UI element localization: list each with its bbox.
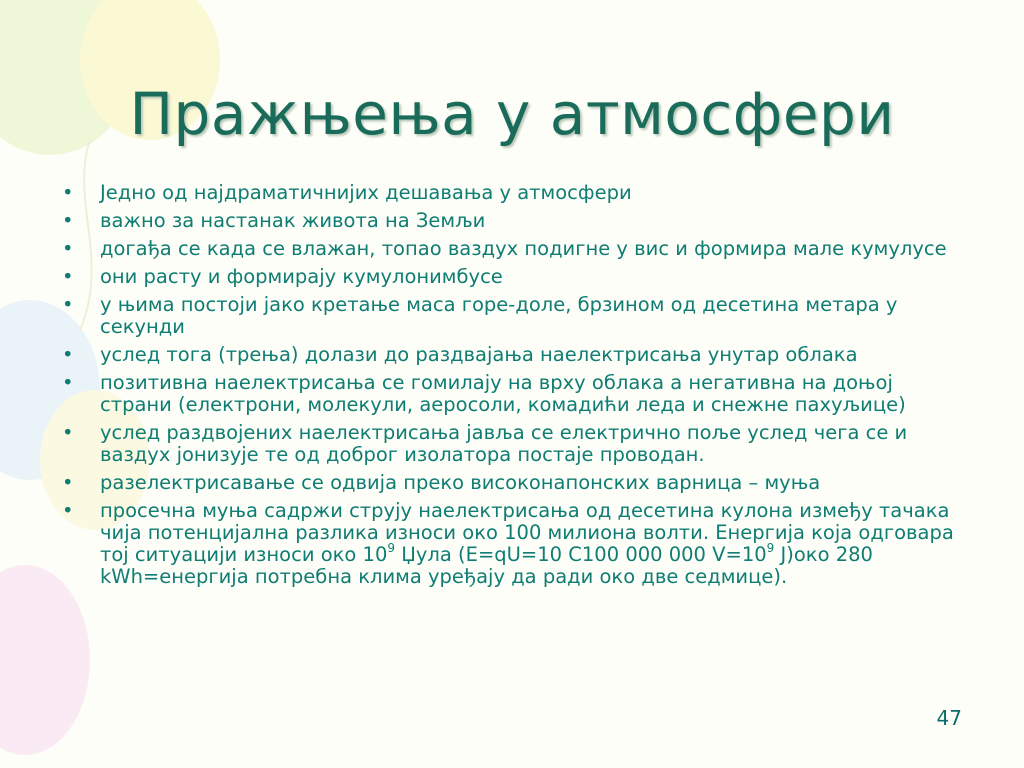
list-item: • Једно од најдраматичнијих дешавања у атмосфери — [62, 181, 632, 204]
bullet-marker: • — [62, 499, 74, 522]
list-item: • они расту и формирају кумулонимбусе — [62, 265, 503, 288]
page-number: 47 — [936, 706, 962, 730]
bullet-list — [62, 182, 962, 594]
bullet-marker: • — [62, 293, 74, 316]
list-item: • важно за настанак живота на Земљи — [62, 209, 486, 232]
bullet-marker: • — [62, 265, 74, 288]
bullet-marker: • — [62, 371, 74, 394]
bullet-marker: • — [62, 209, 74, 232]
bullet-marker: • — [62, 237, 74, 260]
bullet-marker: • — [62, 421, 74, 444]
bullet-marker: • — [62, 181, 74, 204]
bullet-marker: • — [62, 471, 74, 494]
list-item: • позитивна наелектрисања се гомилају на врху облака а негативна на доњој страни (електрони, молекули, аеросоли, комадићи леда и снежне пахуљице) — [62, 371, 906, 416]
list-item: • услед раздвојених наелектрисања јавља се електрично поље услед чега се и ваздух јонизује те од доброг изолатора постаје проводан. — [62, 421, 908, 466]
list-item: • разелектрисавање се одвија преко високонапонских варница – муња — [62, 471, 821, 494]
list-item: • услед тога (трења) долази до раздвајања наелектрисања унутар облака — [62, 343, 858, 366]
list-item: • у њима постоји јако кретање маса горе-доле, брзином од десетина метара у секунди — [62, 293, 898, 338]
list-item: • просечна муња садржи струју наелектрисања од десетина кулона између тачака чија потенцијална разлика износи око 100 милиона волти. Енергија која одговара тој ситуацији износи око $10^9$ Џула (E=qU=10 C100 000 000 $V=10^9$ J)око 280 kWh=енергија потребна клима уређају да ради око две седмице). — [62, 499, 954, 588]
bullet-marker: • — [62, 343, 74, 366]
list-item: • догађа се када се влажан, топао ваздух подигне у вис и формира мале кумулусе — [62, 237, 947, 260]
slide-title: Пражњења у атмосфери — [129, 80, 895, 148]
